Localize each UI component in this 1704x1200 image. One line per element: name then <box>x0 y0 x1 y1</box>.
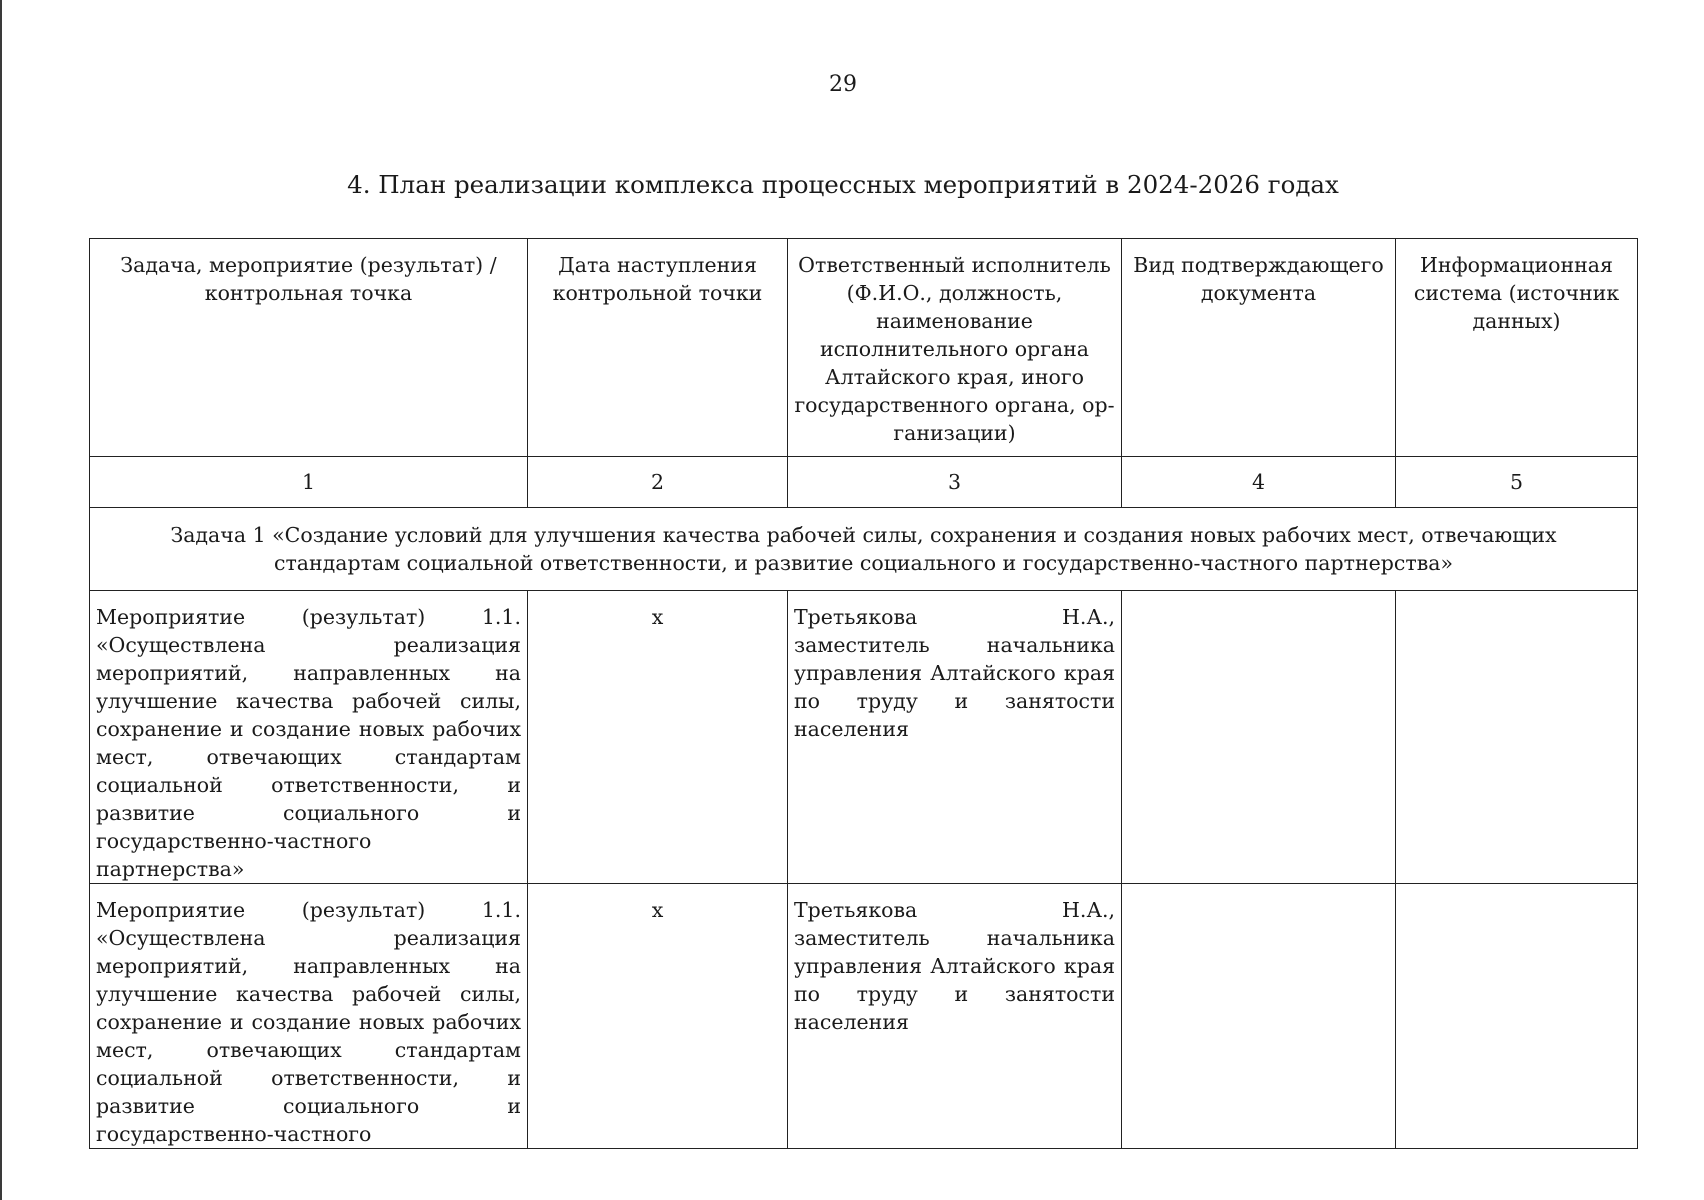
column-number: 4 <box>1122 457 1396 508</box>
column-number-row <box>90 457 1638 508</box>
task-description: Задача 1 «Создание условий для улучшения качества рабочей силы, сохранения и создания новых рабочих мест, отвечающих стандартам социальной ответственности, и развитие социального и государственно-частного партнерства» <box>90 508 1638 591</box>
header-row <box>90 239 1638 457</box>
table-row <box>90 884 1638 1149</box>
column-number: 1 <box>90 457 528 508</box>
responsible-cell: Третьякова Н.А., заместитель начальника управления Алтайского края по труду и занятости населения <box>788 591 1122 884</box>
system-cell <box>1396 591 1638 884</box>
task-row <box>90 508 1638 591</box>
page-number: 29 <box>829 72 857 97</box>
activity-cell: Мероприятие (результат) 1.1. «Осуществлена реализация мероприятий, направленных на улучшение качества рабочей силы, сохранение и создание новых рабочих мест, отвечающих стандартам социальной ответственности, и развитие социального и государственно-частного партнерства» <box>90 591 528 884</box>
date-cell: x <box>528 591 788 884</box>
header-task: Задача, мероприятие (результат) / контрольная точка <box>90 239 528 457</box>
column-number: 3 <box>788 457 1122 508</box>
column-number: 2 <box>528 457 788 508</box>
activity-cell: Мероприятие (результат) 1.1. «Осуществлена реализация мероприятий, направленных на улучшение качества рабочей силы, сохранение и создание новых рабочих мест, отвечающих стандартам социальной ответственности, и развитие социального и государственно-частного <box>90 884 528 1149</box>
document-cell <box>1122 591 1396 884</box>
column-number: 5 <box>1396 457 1638 508</box>
date-cell: x <box>528 884 788 1149</box>
responsible-cell: Третьякова Н.А., заместитель начальника управления Алтайского края по труду и занятости населения <box>788 884 1122 1149</box>
table-row <box>90 591 1638 884</box>
header-system: Информационная система (источник данных) <box>1396 239 1638 457</box>
header-document: Вид подтверждающего документа <box>1122 239 1396 457</box>
section-title: 4. План реализации комплекса процессных мероприятий в 2024-2026 годах <box>347 170 1339 199</box>
document-cell <box>1122 884 1396 1149</box>
implementation-plan-table <box>89 238 1638 1149</box>
header-responsible: Ответственный исполнитель (Ф.И.О., должность, наименование исполнительного органа Алтайского края, иного государственного органа, организации) <box>788 239 1122 457</box>
system-cell <box>1396 884 1638 1149</box>
header-date: Дата наступления контрольной точки <box>528 239 788 457</box>
